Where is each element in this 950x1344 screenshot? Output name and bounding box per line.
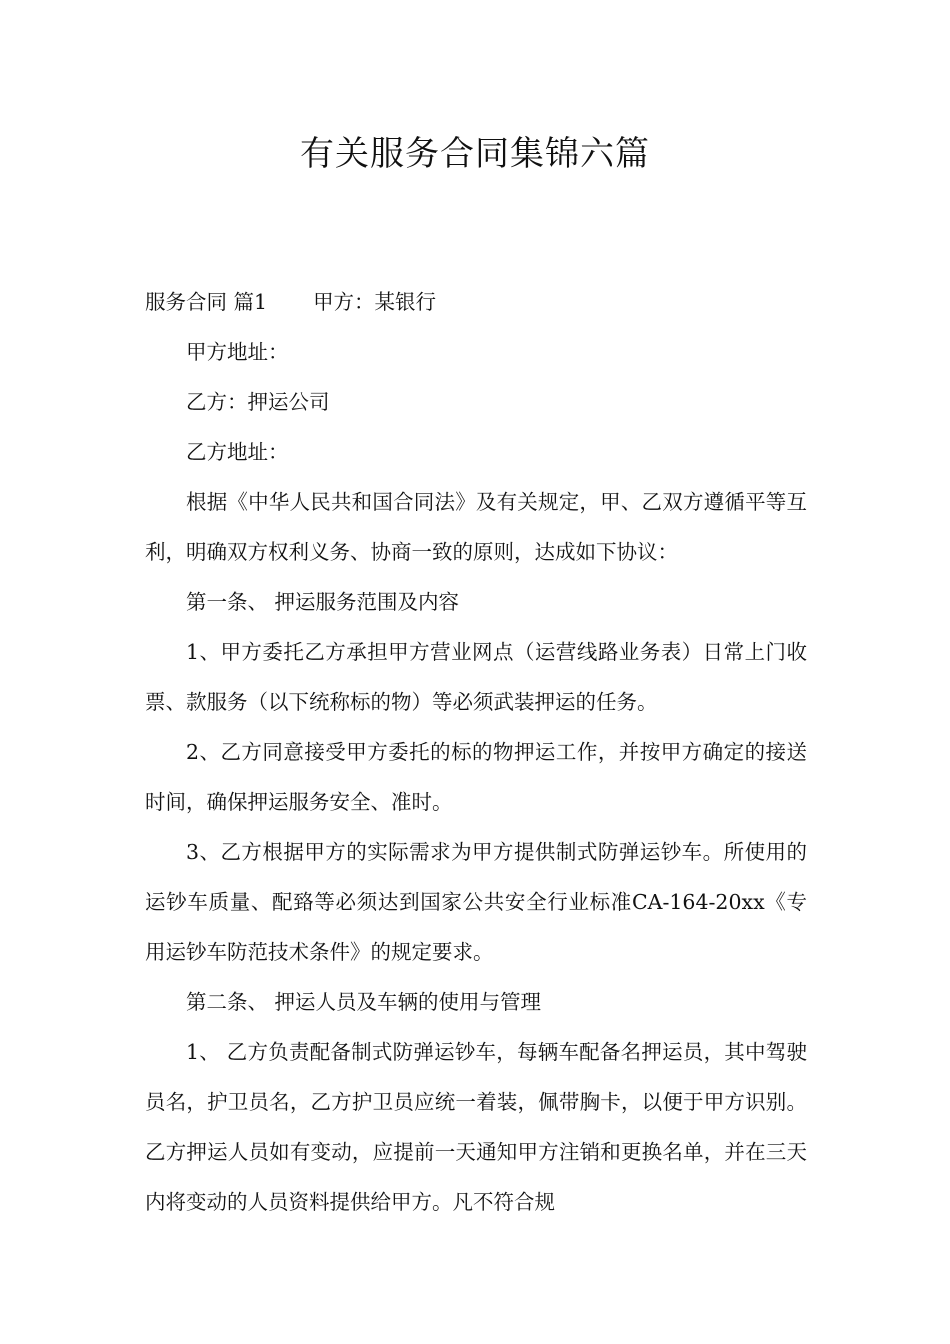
party-b-address: 乙方地址： [186, 440, 289, 464]
section-label: 服务合同 篇1 [145, 290, 268, 314]
article-2-heading: 第二条、 押运人员及车辆的使用与管理 [186, 990, 542, 1014]
article-1-clause-3: 3、乙方根据甲方的实际需求为甲方提供制式防弹运钞车。所使用的运钞车质量、配臵等必须达到国家公共安全行业标准CA-164-20xx《专用运钞车防范技术条件》的规定要求。 [145, 840, 807, 964]
party-a-address: 甲方地址： [186, 340, 289, 364]
document-body [145, 277, 807, 1227]
article-2-clause-1: 1、 乙方负责配备制式防弹运钞车，每辆车配备名押运员，其中驾驶员名，护卫员名，乙方护卫员应统一着装，佩带胸卡，以便于甲方识别。乙方押运人员如有变动，应提前一天通知甲方注销和更换名单，并在三天内将变动的人员资料提供给甲方。凡不符合规 [145, 1040, 807, 1214]
document-title: 有关服务合同集锦六篇 [300, 134, 650, 174]
section-heading [145, 277, 807, 327]
preamble-paragraph: 根据《中华人民共和国合同法》及有关规定，甲、乙双方遵循平等互利，明确双方权利义务、协商一致的原则，达成如下协议： [145, 490, 807, 564]
party-a-name: 甲方：某银行 [313, 290, 437, 314]
article-1-clause-1: 1、甲方委托乙方承担甲方营业网点（运营线路业务表）日常上门收票、款服务（以下统称标的物）等必须武装押运的任务。 [145, 640, 807, 714]
article-1-clause-2: 2、乙方同意接受甲方委托的标的物押运工作，并按甲方确定的接送时间，确保押运服务安全、准时。 [145, 740, 807, 814]
article-1-heading: 第一条、 押运服务范围及内容 [186, 590, 460, 614]
party-b-name: 乙方：押运公司 [186, 390, 330, 414]
